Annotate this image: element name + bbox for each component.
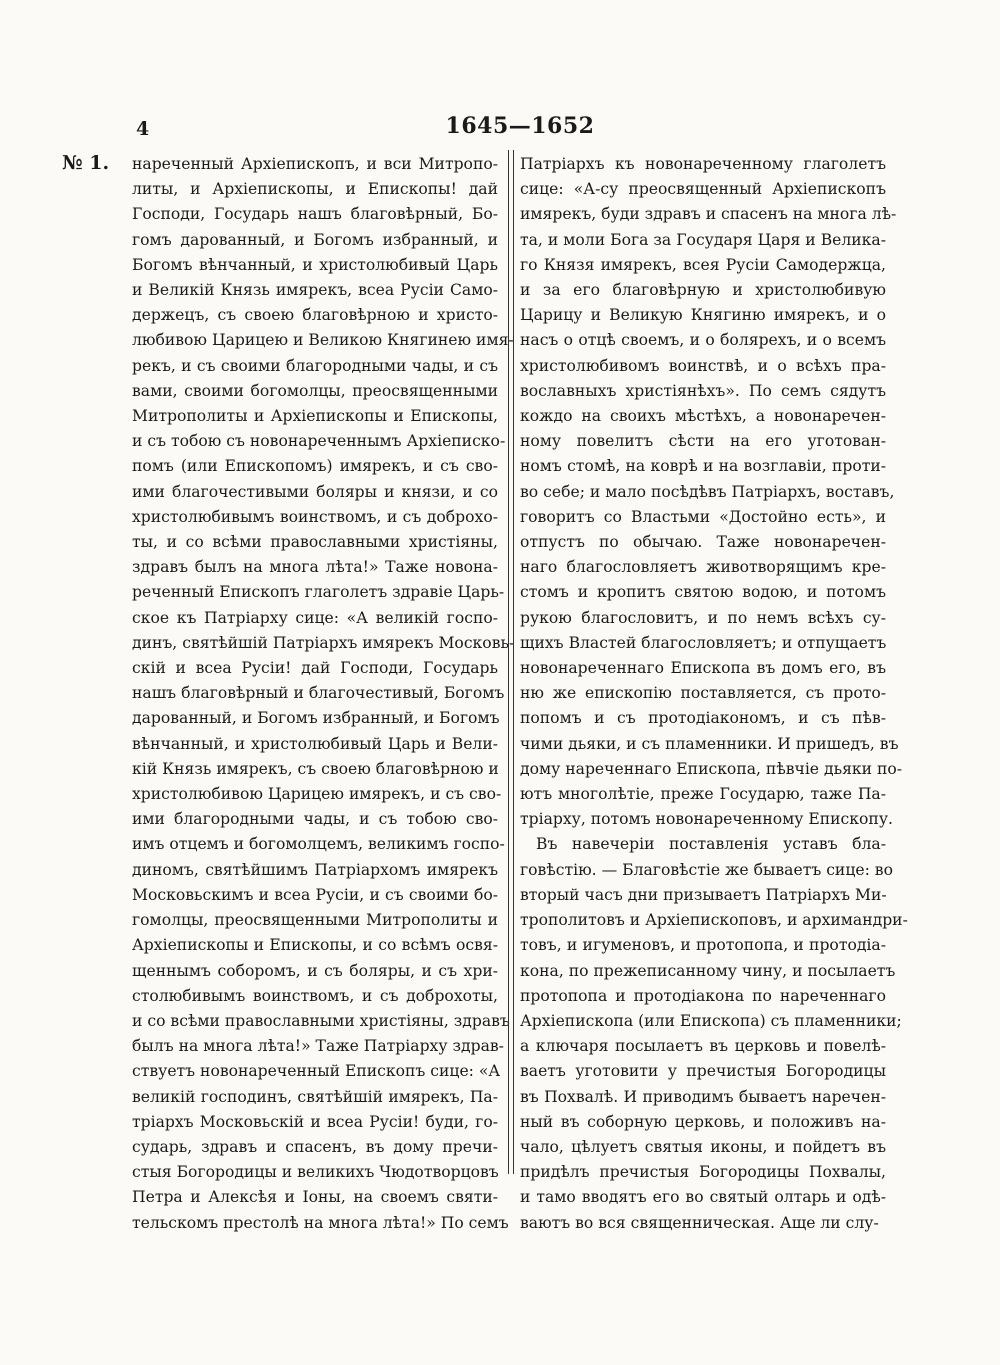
text-line: попомъ и съ протодіакономъ, и съ пѣв-: [520, 709, 886, 728]
text-line: помъ (или Епископомъ) имярекъ, и съ сво-: [132, 457, 498, 476]
text-line: во себе; и мало посѣдѣвъ Патріархъ, воставъ,: [520, 482, 895, 501]
text-line: стомъ и кропитъ святою водою, и потомъ: [520, 583, 886, 602]
text-line: ный въ соборную церковь, и положивъ на-: [520, 1112, 886, 1131]
text-line: дому нареченнаго Епископа, пѣвчіе дьяки по-: [520, 759, 903, 778]
text-line: динъ, святѣйшій Патріархъ имярекъ Московь-: [132, 633, 515, 652]
text-line: товъ, и игуменовъ, и протопопа, и протодіа-: [520, 936, 886, 955]
text-line: гомолцы, преосвященными Митрополиты и: [132, 911, 498, 930]
text-line: тельскомъ престолѣ на многа лѣта!» По семъ: [132, 1213, 509, 1232]
right-text-column: [520, 152, 908, 1236]
text-line: Господи, Государь нашъ благовѣрный, Бо-: [132, 205, 498, 224]
text-line: христолюбивымъ воинствомъ, и съ доброхо-: [132, 507, 498, 526]
text-line: сице: «А-су преосвященный Архіепископъ: [520, 180, 886, 199]
text-line: диномъ, святѣйшимъ Патріархомъ имярекъ: [132, 860, 498, 879]
text-line: сударь, здравъ и спасенъ, въ дому пречи-: [132, 1137, 498, 1156]
text-line: и тамо вводятъ его во святый олтарь и одѣ-: [520, 1188, 886, 1207]
text-line: ими благородными чады, и съ тобою сво-: [132, 810, 498, 829]
text-line: ваетъ уготовити у пречистыя Богородицы: [520, 1062, 886, 1081]
text-line: столюбивымъ воинствомъ, и съ доброхоты,: [132, 986, 498, 1005]
text-line: Архіепископа (или Епископа) съ пламенники;: [520, 1011, 902, 1030]
text-line: Богомъ вѣнчанный, и христолюбивый Царь: [132, 255, 498, 274]
text-line: рекъ, и съ своими благородными чады, и съ: [132, 356, 498, 375]
text-line: Московьскимъ и всеа Русіи, и съ своими бо-: [132, 885, 498, 904]
text-line: въ Похвалѣ. И приводимъ бываетъ наречен-: [520, 1087, 886, 1106]
text-line: и со всѣми православными христіяны, здравъ: [132, 1011, 510, 1030]
text-line: дарованный, и Богомъ избранный, и Богомъ: [132, 709, 500, 728]
text-line: ютъ многолѣтіе, преже Государю, таже Па-: [520, 785, 886, 804]
text-line: номъ стомѣ, на коврѣ и на возглавіи, проти-: [520, 457, 886, 476]
text-line: любивою Царицею и Великою Княгинею имя-: [132, 331, 514, 350]
text-line: протопопа и протодіакона по нареченнаго: [520, 986, 886, 1005]
text-line: Архіепископы и Епископы, и со всѣмъ освя-: [132, 936, 498, 955]
text-line: нареченный Архіепископъ, и вси Митропо-: [132, 155, 498, 173]
text-line: христолюбивою Царицею имярекъ, и съ сво-: [132, 785, 502, 804]
text-line: гомъ дарованный, и Богомъ избранный, и: [132, 230, 498, 249]
text-line: Въ навечеріи поставленія уставъ бла-: [536, 835, 886, 854]
text-line: кона, по прежеписанному чину, и посылаетъ: [520, 961, 896, 980]
text-line: скій и всеа Русіи! дай Господи, Государь: [132, 659, 498, 678]
text-line: и съ тобою съ новонареченнымъ Архіеписко-: [132, 432, 506, 451]
text-line: стыя Богородицы и великихъ Чюдотворцовъ: [132, 1163, 499, 1182]
text-line: говоритъ со Властьми «Достойно есть», и: [520, 507, 886, 526]
text-line: Патріархъ къ новонареченному глаголетъ: [520, 155, 886, 173]
text-line: и Великій Князь имярекъ, всеа Русіи Само-: [132, 281, 498, 300]
text-line: наго благословляетъ животворящимъ кре-: [520, 558, 886, 577]
column-divider: [508, 150, 514, 1174]
text-line: имъ отцемъ и богомолцемъ, великимъ госпо-: [132, 835, 505, 854]
page-number: 4: [136, 118, 150, 140]
text-line: а ключаря посылаетъ въ церковь и повелѣ-: [520, 1037, 886, 1056]
text-line: Царицу и Великую Княгиню имярекъ, и о: [520, 306, 886, 325]
text-line: христолюбивомъ воинствѣ, и о всѣхъ пра-: [520, 356, 886, 375]
text-line: ню же епископію поставляется, съ прото-: [520, 684, 886, 703]
text-line: чими дьяки, и съ пламенники. И пришедъ, въ: [520, 734, 899, 753]
text-line: говѣстію. — Благовѣстіе же бываетъ сице: во: [520, 860, 893, 879]
text-line: трополитовъ и Архіепископовъ, и архимандри-: [520, 911, 908, 930]
text-line: былъ на многа лѣта!» Таже Патріарху здрав-: [132, 1037, 504, 1056]
text-line: тріарху, потомъ новонареченному Епископу.: [520, 810, 893, 829]
text-line: Петра и Алексѣя и Іоны, на своемъ святи-: [132, 1188, 498, 1207]
text-line: придѣлъ пречистыя Богородицы Похвалы,: [520, 1163, 886, 1182]
text-line: нашъ благовѣрный и благочестивый, Богомъ: [132, 684, 505, 703]
text-line: щеннымъ соборомъ, и съ боляры, и съ хри-: [132, 961, 498, 980]
text-line: ствуетъ новонареченный Епископъ сице: «А: [132, 1062, 501, 1081]
text-line: держецъ, съ своею благовѣрною и христо-: [132, 306, 498, 325]
text-line: го Князя имярекъ, всея Русіи Самодержца,: [520, 255, 886, 274]
text-line: чало, цѣлуетъ святыя иконы, и пойдетъ въ: [520, 1137, 886, 1156]
left-text-column: [132, 152, 515, 1236]
text-line: вѣнчанный, и христолюбивый Царь и Вели-: [132, 734, 498, 753]
text-line: вославныхъ христіянѣхъ». По семъ сядутъ: [520, 381, 886, 400]
text-line: ваютъ во вся священническая. Аще ли слу-: [520, 1213, 879, 1232]
text-line: новонареченнаго Епископа въ домъ его, въ: [520, 659, 886, 678]
text-line: отпустъ по обычаю. Таже новонаречен-: [520, 533, 886, 552]
text-line: имярекъ, буди здравъ и спасенъ на многа лѣ-: [520, 205, 897, 224]
text-line: щихъ Властей благословляетъ; и отпущаетъ: [520, 633, 887, 652]
text-line: кождо на своихъ мѣстѣхъ, а новонаречен-: [520, 407, 886, 426]
text-line: насъ о отцѣ своемъ, и о болярехъ, и о всемъ: [520, 331, 886, 350]
text-line: ими благочестивыми боляры и князи, и со: [132, 482, 498, 501]
document-number: № 1.: [62, 152, 110, 174]
text-line: вами, своими богомолцы, преосвященными: [132, 381, 498, 400]
text-line: здравъ былъ на многа лѣта!» Таже новона-: [132, 558, 498, 577]
text-line: ское къ Патріарху сице: «А великій госпо-: [132, 608, 498, 627]
year-range-heading: 1645—1652: [445, 113, 595, 139]
text-line: ному повелитъ сѣсти на его уготован-: [520, 432, 886, 451]
text-line: та, и моли Бога за Государя Царя и Велика-: [520, 230, 886, 249]
text-line: кій Князь имярекъ, съ своею благовѣрною и: [132, 759, 499, 778]
text-line: ты, и со всѣми православными христіяны,: [132, 533, 498, 552]
text-line: вторый часъ дни призываетъ Патріархъ Ми-: [520, 885, 887, 904]
text-line: рукою благословитъ, и по немъ всѣхъ су-: [520, 608, 886, 627]
text-line: реченный Епископъ глаголетъ здравіе Царь-: [132, 583, 505, 602]
text-line: тріархъ Московьскій и всеа Русіи! буди, го-: [132, 1112, 498, 1131]
text-line: и за его благовѣрную и христолюбивую: [520, 281, 886, 300]
text-line: великій господинъ, святѣйшій имярекъ, Па-: [132, 1087, 498, 1106]
text-line: Митрополиты и Архіепископы и Епископы,: [132, 407, 498, 426]
text-line: литы, и Архіепископы, и Епископы! дай: [132, 180, 498, 199]
